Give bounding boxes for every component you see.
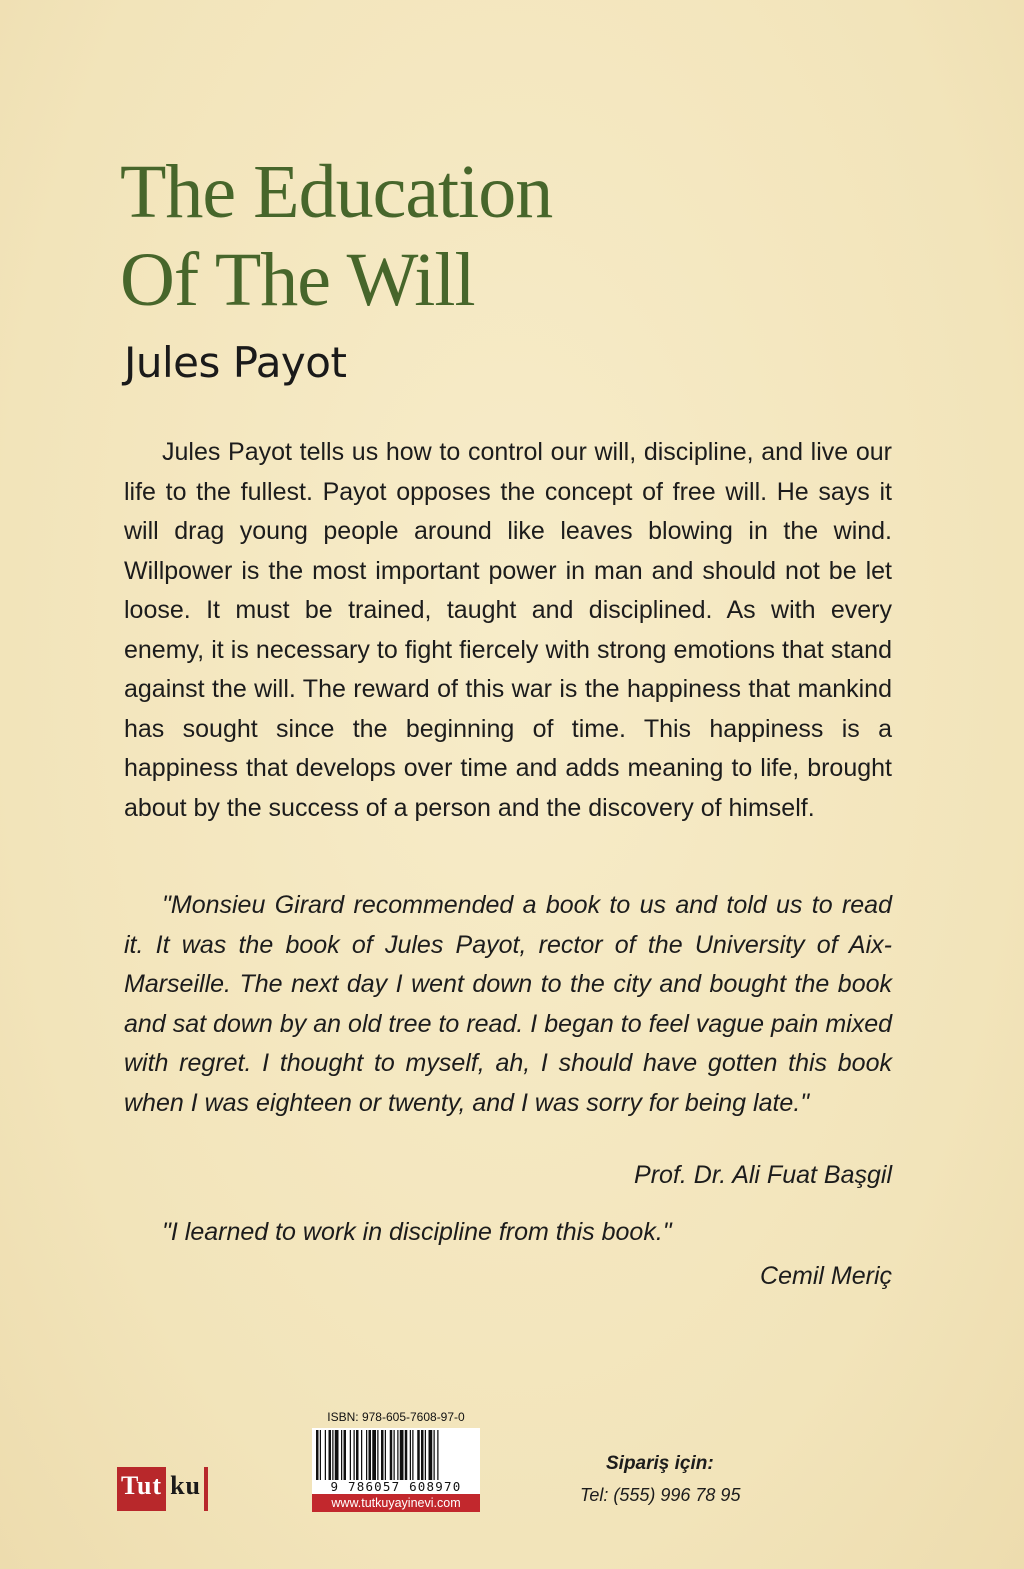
summary-paragraph (124, 433, 892, 828)
publisher-logo-bar (204, 1467, 208, 1511)
testimonial-quote-1 (124, 886, 892, 1123)
isbn-label: ISBN: 978-605-7608-97-0 (327, 1410, 465, 1424)
testimonial-quote-2-text: "I learned to work in discipline from this book." (162, 1218, 672, 1246)
publisher-logo-plain-part: ku (170, 1471, 201, 1500)
testimonial-author-2: Cemil Meriç (760, 1262, 892, 1290)
isbn-barcode (308, 1410, 484, 1513)
barcode-graphic (312, 1428, 480, 1482)
publisher-logo-red-part: Tut (117, 1467, 166, 1511)
testimonial-author-1: Prof. Dr. Ali Fuat Başgil (634, 1161, 892, 1189)
summary-text: Jules Payot tells us how to control our will, discipline, and live our life to the fullest. Payot opposes the concept of free will. He says it will drag young people around like leaves blowing in the wind. Willpower is the most important power in man and should not be let loose. It must be trained, taught and disciplined. As with every enemy, it is necessary to fight fiercely with strong emotions that stand against the will. The reward of this war is the happiness that mankind has sought since the beginning of time. This happiness is a happiness that develops over time and adds meaning to life, brought about by the success of a person and the discovery of himself. (124, 438, 892, 822)
testimonial-quote-2 (124, 1213, 892, 1253)
book-title-line-2: Of The Will (120, 238, 475, 322)
book-title-line-1: The Education (120, 150, 553, 234)
book-title (120, 148, 552, 324)
testimonial-quote-1-text: "Monsieu Girard recommended a book to us and told us to read it. It was the book of Jules Payot, rector of the University of Aix-Marseille. The next day I went down to the city and bought the book and sat down by an old tree to read. I began to feel vague pain mixed with regret. I thought to myself, ah, I should have gotten this book when I was eighteen or twenty, and I was sorry for being late." (124, 891, 892, 1117)
publisher-website: www.tutkuyayinevi.com (312, 1494, 480, 1512)
order-phone: Tel: (555) 996 78 95 (580, 1485, 741, 1505)
publisher-logo (117, 1467, 208, 1511)
barcode-digits: 9 786057 608970 (312, 1480, 480, 1494)
author-name: Jules Payot (124, 338, 347, 387)
order-title: Sipariş için: (606, 1453, 714, 1474)
